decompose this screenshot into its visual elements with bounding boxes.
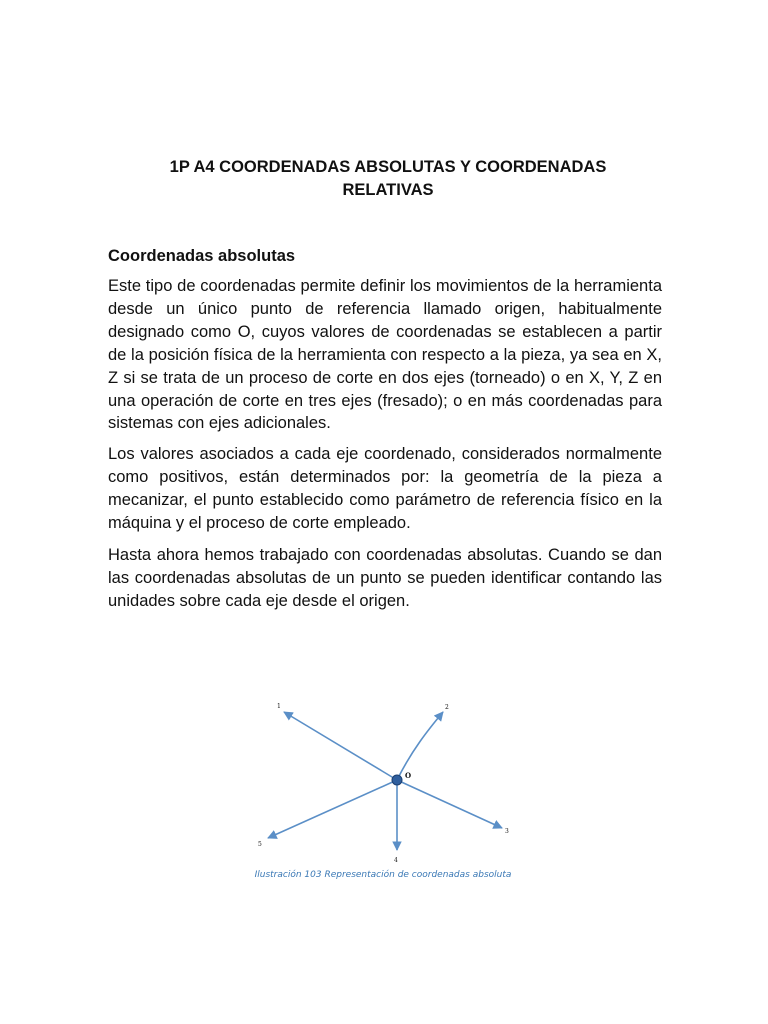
- title-line-1: 1P A4 COORDENADAS ABSOLUTAS Y COORDENADAS: [169, 158, 607, 176]
- point-label-4: 4: [394, 857, 398, 864]
- origin-point: [392, 775, 402, 785]
- point-label-2: 2: [445, 704, 449, 711]
- section-heading: Coordenadas absolutas: [108, 247, 296, 265]
- vector-line-5: [268, 780, 397, 838]
- point-label-3: 3: [505, 828, 509, 835]
- vector-line-1: [284, 712, 397, 780]
- document-title: [108, 156, 668, 202]
- point-label-1: 1: [277, 703, 281, 710]
- vector-line-2: [397, 712, 443, 780]
- origin-label: O: [405, 771, 412, 780]
- vector-line-3: [397, 780, 502, 828]
- paragraph-2: Los valores asociados a cada eje coordenado, considerados normalmente como positivos, están determinados por: la geometría de la pieza a mecanizar, el punto establecido como parámetro de referencia físico en la máquina y el proceso de corte empleado.: [108, 445, 662, 532]
- absolute-coordinates-diagram: [240, 690, 540, 870]
- figure-caption: Ilustración 103 Representación de coordenadas absoluta: [254, 870, 512, 880]
- paragraph-3: Hasta ahora hemos trabajado con coordenadas absolutas. Cuando se dan las coordenadas absolutas de un punto se pueden identificar contando las unidades sobre cada eje desde el origen.: [108, 546, 662, 610]
- paragraph-1: Este tipo de coordenadas permite definir los movimientos de la herramienta desde un único punto de referencia llamado origen, habitualmente designado como O, cuyos valores de coordenadas se establecen a partir de la posición física de la herramienta con respecto a la pieza, ya sea en X, Z si se trata de un proceso de corte en dos ejes (torneado) o en X, Y, Z en una operación de corte en tres ejes (fresado); o en más coordenadas para sistemas con ejes adicionales.: [108, 277, 662, 433]
- title-line-2: RELATIVAS: [342, 181, 434, 199]
- point-label-5: 5: [258, 841, 262, 848]
